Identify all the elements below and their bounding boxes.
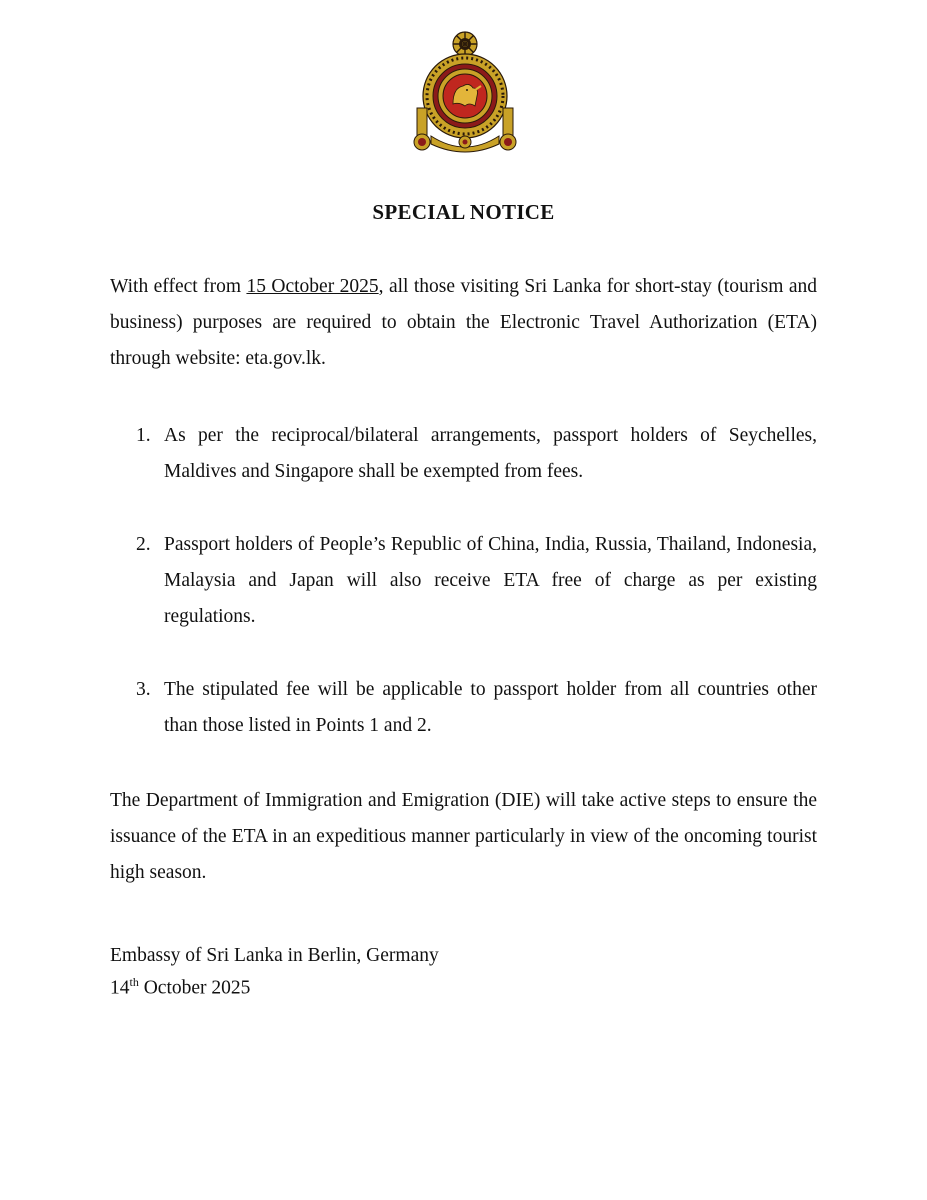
intro-before: With effect from [110,276,247,297]
closing-paragraph: The Department of Immigration and Emigration (DIE) will take active steps to ensure the issuance of the ETA in an expeditious manner particularly in view of the oncoming tourist high season. [110,790,817,883]
issue-date-rest: October 2025 [138,977,251,999]
dharma-wheel-icon [453,32,477,56]
list-item [110,672,817,744]
list-item-text: The stipulated fee will be applicable to passport holder from all countries other than those listed in Points 1 and 2. [164,679,817,736]
list-item-number: 2. [136,534,151,555]
emblem-base [431,136,499,152]
list-item [110,527,817,635]
intro-after: , all those visiting Sri Lanka for short-stay (tourism and business) purposes are required to obtain the Electronic Travel Authorization (ETA) through website: eta.gov.lk. [110,276,817,369]
intro-paragraph [110,269,817,377]
list-item-text: As per the reciprocal/bilateral arrangements, passport holders of Seychelles, Maldives and Singapore shall be exempted from fees. [164,425,817,482]
sri-lanka-emblem [409,30,521,160]
list-item-text: Passport holders of People’s Republic of China, India, Russia, Thailand, Indonesia, Malaysia and Japan will also receive ETA free of charge as per existing regulations. [164,534,817,627]
issuer-name: Embassy of Sri Lanka in Berlin, Germany [110,945,439,966]
signature-block [110,943,439,1002]
issue-date [110,969,439,1002]
notice-title: SPECIAL NOTICE [372,200,555,224]
list-item-number: 3. [136,679,151,700]
effective-date: 15 October 2025 [246,276,379,297]
issue-date-suffix: th [129,975,139,989]
issue-date-day: 14 [110,977,130,999]
list-item [110,418,817,490]
list-item-number: 1. [136,425,151,446]
